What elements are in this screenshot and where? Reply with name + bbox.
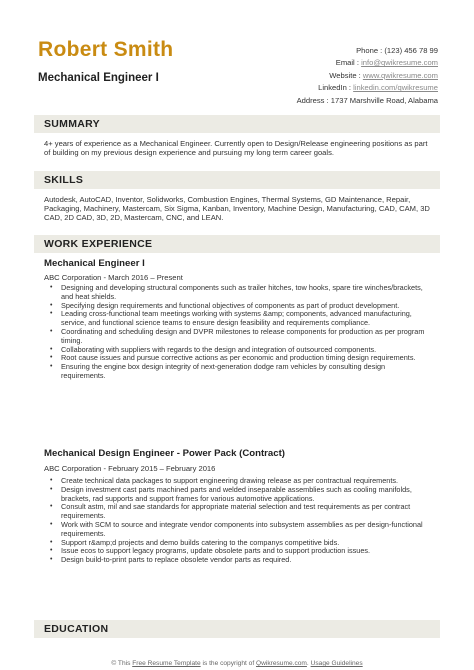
contact-address [178, 95, 438, 107]
phone-value: (123) 456 78 99 [384, 46, 438, 55]
list-item: • Specifying design requirements and functional objectives of components as part of product development. [42, 302, 428, 311]
list-item: • Coordinating and scheduling design and DVPR milestones to release components for production as per program timing. [42, 328, 428, 346]
list-item: • Issue ecos to support legacy programs, update obsolete parts and to support production issues. [42, 547, 428, 556]
skills-text: Autodesk, AutoCAD, Inventor, Solidworks, Combustion Engines, Thermal Systems, GD Maintenance, Repair, Packaging, Machinery, Mastercam, Six Sigma, Kanban, Inventory, Machine Design, Manufacturing, CAD, CAM, 3D CAD, 2D CAD, 3D, 2D, Mastercam, CNC, and LEAN. [44, 195, 430, 223]
work-section-header [34, 235, 440, 253]
free-resume-template-link[interactable]: Free Resume Template [132, 660, 201, 667]
contact-linkedin [178, 82, 438, 94]
linkedin-label: LinkedIn : [318, 83, 354, 93]
email-link[interactable]: info@qwikresume.com [361, 58, 438, 68]
list-item: • Create technical data packages to support engineering drawing release as per contractual requirements. [42, 477, 428, 486]
summary-text: 4+ years of experience as a Mechanical Engineer. Currently open to Design/Release engineering positions as part of building on my previous design experience and pursuing my long term career goals. [44, 139, 428, 158]
footer [0, 658, 474, 670]
summary-heading: SUMMARY [44, 118, 100, 130]
education-heading: EDUCATION [44, 623, 109, 635]
candidate-title: Mechanical Engineer I [38, 72, 159, 84]
job-1-bullets [42, 284, 428, 381]
list-item: • Ensuring the engine box design integrity of next-generation dodge ram vehicles by consulting design requirements. [42, 363, 428, 381]
address-label: Address : [296, 95, 331, 105]
skills-heading: SKILLS [44, 174, 84, 186]
work-heading: WORK EXPERIENCE [44, 238, 153, 250]
phone-label: Phone : [356, 46, 385, 55]
contact-email [178, 57, 438, 69]
footer-middle: is the copyright of [200, 660, 256, 667]
education-section-header [34, 620, 440, 638]
list-item: • Designing and developing structural components such as trailer hitches, tow hooks, spare tire winches/brackets, and heat shields. [42, 284, 428, 302]
list-item: • Leading cross-functional team meetings working with systems &amp; components, advanced manufacturing, service, and functional science teams to ensure design feasibility and requirements compliance. [42, 310, 428, 328]
list-item: • Support r&amp;d projects and demo builds catering to the companys competitive bids. [42, 539, 428, 548]
contact-phone [178, 45, 438, 57]
candidate-name: Robert Smith [38, 38, 174, 61]
contact-website [178, 70, 438, 82]
website-label: Website : [329, 70, 363, 80]
list-item: • Design build-to-print parts to replace obsolete vendor parts as required. [42, 556, 428, 565]
job-2-role: Mechanical Design Engineer - Power Pack (Contract) [44, 448, 285, 459]
list-item: • Work with SCM to source and integrate vendor components into subsystem assemblies as per design-functional requirements. [42, 521, 428, 539]
summary-section-header [34, 115, 440, 133]
qwikresume-link[interactable]: Qwikresume.com [255, 660, 307, 667]
list-item: • Collaborating with suppliers with regards to the design and integration of outsourced components. [42, 346, 428, 355]
address-value: 1737 Marshville Road, Alabama [330, 95, 438, 105]
footer-prefix: © This [111, 660, 133, 667]
usage-guidelines-link[interactable]: Usage Guidelines [310, 660, 363, 667]
list-item: • Root cause issues and pursue corrective actions as per economic and production timing design requirements. [42, 354, 428, 363]
contact-block [178, 45, 438, 107]
job-2-company: ABC Corporation - February 2015 – February 2016 [44, 464, 216, 473]
footer-dot: . [306, 660, 311, 667]
website-link[interactable]: www.qwikresume.com [362, 70, 438, 80]
linkedin-link[interactable]: linkedin.com/qwikresume [353, 83, 438, 93]
list-item: • Consult astm, mil and sae standards for appropriate material selection and test requirements as per contract requirements. [42, 503, 428, 521]
list-item: • Design investment cast parts machined parts and welded inseparable assemblies such as cooling manifolds, brackets, rad supports and support frames for various automotive applications. [42, 486, 428, 504]
job-1-role: Mechanical Engineer I [44, 258, 145, 269]
job-2-bullets [42, 477, 428, 565]
skills-section-header [34, 171, 440, 189]
email-label: Email : [335, 58, 362, 68]
job-1-company: ABC Corporation - March 2016 – Present [44, 273, 183, 282]
